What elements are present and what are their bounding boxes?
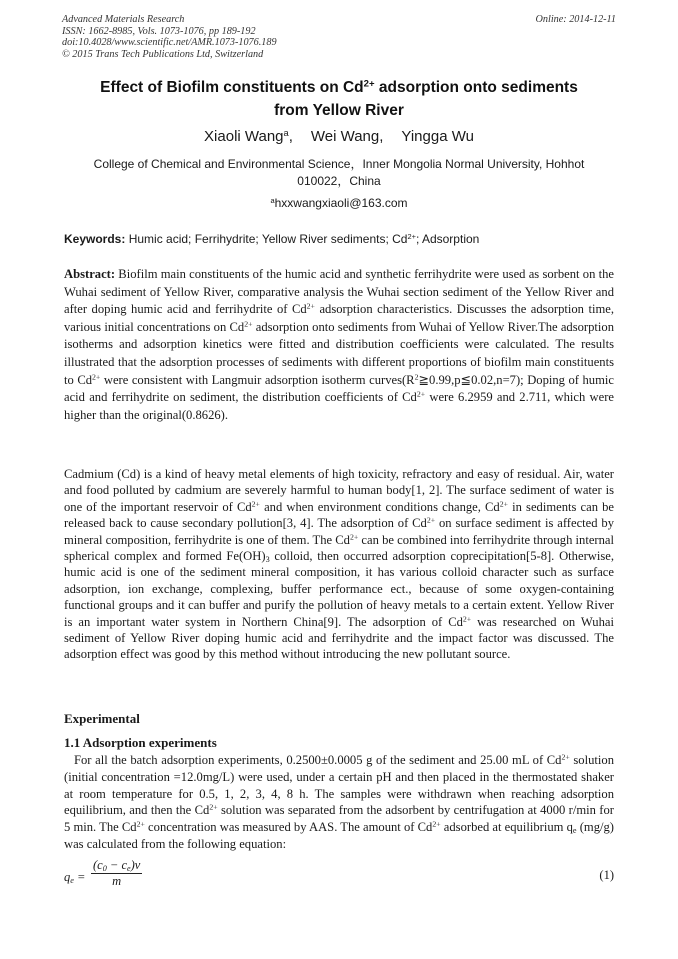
equation-numerator (91, 858, 142, 874)
author-email (40, 196, 638, 210)
affiliation-line-2: 010022，China (297, 174, 381, 188)
equation-lhs (64, 870, 85, 885)
keywords-text-end: ; Adsorption (415, 232, 480, 246)
author-1: Xiaoli Wang (204, 128, 284, 145)
title-text-cont: adsorption onto sediments (374, 79, 578, 96)
abstract-text: ≧0.99,p≦0.02,n=7); Doping of humic acid and ferrihydrite on sediment, the distribution coefficients of Cd (64, 372, 614, 405)
author-list (40, 128, 638, 145)
exp-text: solution (initial concentration =12.0mg/L) were used, under a certain pH and then placed in the thermostated shaker at room temperature for 0.5, 1, 2, 3, 4, 8 h. The samples were withdrawn when reaching adsorption equilibrium, and then the Cd (64, 753, 614, 818)
author-3: Yingga Wu (401, 128, 474, 145)
author-separator: , (288, 128, 293, 145)
ion-superscript: 2+ (561, 752, 570, 762)
intro-text: Cadmium (Cd) is a kind of heavy metal elements of high toxicity, refractory and easy of residual. Air, water and food polluted by cadmium are severely harmful to human body[1, 2]. The surface sediment of water is one of the important reservoir of Cd (64, 467, 614, 514)
eq-sub-e: e (70, 876, 74, 886)
ion-superscript: 2+ (416, 389, 426, 399)
equation-number: (1) (599, 868, 614, 882)
subscript: 3 (265, 555, 270, 565)
ion-superscript: 2+ (462, 614, 472, 624)
journal-header (62, 14, 616, 60)
intro-text: can be combined into ferrihydrite through internal spherical complex and formed Fe(OH) (64, 532, 614, 564)
ion-superscript: 2+ (92, 372, 101, 382)
title-line-1 (40, 76, 638, 99)
introduction-paragraph (64, 466, 614, 663)
exp-text: solution was separated from the adsorbent by centrifugation at 4000 r/min for 5 min. The Cd (64, 803, 614, 835)
intro-text: on surface sediment is affected by mineral composition, ferrihydrite is one of them. The Cd (64, 516, 614, 547)
subscript: e (572, 826, 577, 836)
intro-text: and when environment conditions change, Cd (259, 499, 500, 514)
ion-superscript: 2+ (349, 532, 359, 542)
title-line-2: from Yellow River (274, 102, 404, 119)
ion-superscript: 2+ (209, 803, 218, 813)
keywords-text: Humic acid; Ferrihydrite; Yellow River sediments; Cd (125, 232, 408, 246)
abstract-text: were 6.2959 and 2.711, which were higher than the original(0.8626). (64, 390, 614, 422)
ion-superscript: 2+ (136, 819, 145, 829)
exp-text: For all the batch adsorption experiments, 0.2500±0.0005 g of the sediment and 25.00 mL of Cd (74, 753, 562, 767)
exp-text: (mg/g) was calculated from the following equation: (64, 820, 614, 851)
subsection-heading-adsorption: 1.1 Adsorption experiments (64, 735, 217, 750)
ion-superscript: 2+ (426, 515, 436, 525)
issn-line: ISSN: 1662-8985, Vols. 1073-1076, pp 189-192 (62, 25, 256, 37)
affiliation-line-1: College of Chemical and Environmental Science，Inner Mongolia Normal University, Hohhot (93, 157, 585, 171)
title-superscript: 2+ (363, 78, 375, 90)
keywords-label: Keywords: (64, 232, 126, 246)
eq-num-part: − c (106, 858, 128, 872)
eq-sub-0: 0 (102, 864, 107, 874)
online-date: Online: 2014-12-11 (535, 14, 616, 25)
eq-equals: = (73, 870, 86, 884)
experimental-paragraph (64, 752, 614, 853)
abstract-text: were consistent with Langmuir adsorption isotherm curves(R (100, 372, 415, 387)
paper-title (40, 76, 638, 122)
ion-superscript: 2+ (499, 499, 509, 509)
abstract-text: adsorption onto sediments from Wuhai of Yellow River.The adsorption isotherms and adsorption kinetics were fitted and distribution coefficients were calculated. The results illustrated that the adsorption processes of sediments with different proportions of biofilm main constituents to Cd (64, 319, 614, 387)
keywords-superscript: 2+ (407, 231, 416, 241)
equation-denominator: m (112, 874, 122, 888)
r-squared-exponent: 2 (414, 372, 419, 382)
intro-text: was researched on Wuhai sediment of Yellow River doping humic acid and ferrihydrite and the impact factor was discussed. The adsorption effect was good by this method without introducing the new pollutant source. (64, 614, 614, 662)
eq-sub-e: e (127, 864, 131, 874)
equation-fraction (91, 858, 142, 889)
abstract-text: adsorption characteristics. Discusses the adsorption time, various initial concentrations on Cd (64, 302, 614, 334)
intro-text: in sediments can be released back to cause secondary pollution[3, 4]. The adsorption of Cd (64, 499, 615, 531)
ion-superscript: 2+ (432, 819, 441, 829)
exp-text: adsorbed at equilibrium q (440, 820, 573, 835)
eq-num-part: (c (93, 858, 103, 872)
author-1-affil-mark: a (283, 127, 289, 138)
abstract-label: Abstract: (64, 267, 116, 281)
author-2: Wei Wang, (310, 128, 384, 145)
exp-text: concentration was measured by AAS. The amount of Cd (144, 820, 433, 835)
copyright-line: © 2015 Trans Tech Publications Ltd, Switzerland (62, 48, 264, 60)
doi-line: doi:10.4028/www.scientific.net/AMR.1073-1076.189 (62, 37, 277, 49)
ion-superscript: 2+ (251, 499, 260, 509)
eq-var-q: q (64, 870, 71, 884)
title-text: Effect of Biofilm constituents on Cd (100, 79, 364, 96)
ion-superscript: 2+ (306, 301, 315, 311)
intro-text: colloid, then occurred adsorption coprecipitation[5-8]. Otherwise, humic acid is one of the sediment mineral composition, it has various colloid character such as surface adsorption, ion exchange, complexing, buffer performance ect., because of some oxygen-containing functional groups and it can buffer and purify the pollution of heavy metals to a certain extent. Yellow River is an important water system in Northern China[9]. The adsorption of Cd (64, 549, 614, 629)
section-heading-experimental: Experimental (64, 711, 140, 726)
ion-superscript: 2+ (244, 319, 253, 329)
abstract-text: Biofilm main constituents of the humic acid and synthetic ferrihydrite were used as sorbent on the Wuhai sediment of Yellow River, comparative analysis the Wuhai section sediment of the Yellow River and after doping humic acid and ferrihydrite of Cd (64, 267, 614, 317)
email-affil-mark: a (270, 195, 275, 205)
eq-num-part: )v (130, 858, 141, 872)
affiliation (70, 156, 608, 190)
journal-name: Advanced Materials Research (62, 14, 185, 25)
equation-1 (64, 858, 614, 894)
keywords (64, 232, 614, 246)
abstract (64, 266, 614, 424)
email-address: hxxwangxiaoli@163.com (274, 196, 408, 210)
